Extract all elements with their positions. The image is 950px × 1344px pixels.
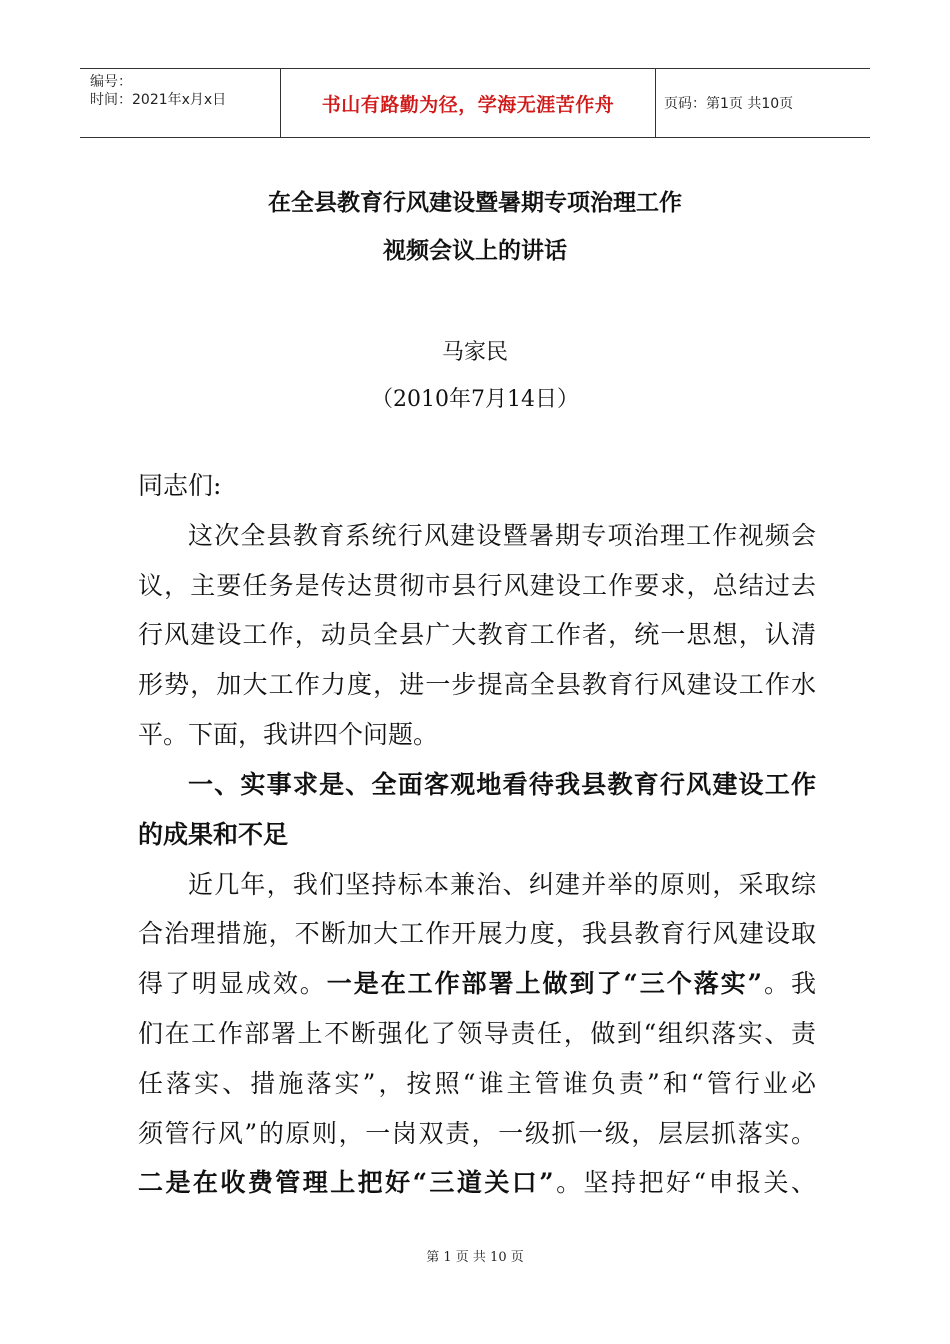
paragraph-line bbox=[138, 971, 816, 996]
section-heading-line-2: 的成果和不足 bbox=[138, 820, 289, 849]
paragraph-text: 得了明显成效。 bbox=[138, 969, 327, 998]
paragraph-line: 平。下面，我讲四个问题。 bbox=[138, 720, 439, 749]
title-line-1: 在全县教育行风建设暨暑期专项治理工作 bbox=[268, 190, 682, 216]
paragraph-line: 这次全县教育系统行风建设暨暑期专项治理工作视频会 bbox=[188, 521, 816, 550]
paragraph-line: 议，主要任务是传达贯彻市县行风建设工作要求，总结过去 bbox=[138, 571, 816, 600]
header-motto-cell bbox=[281, 69, 656, 137]
section-heading-line-1: 一、实事求是、全面客观地看待我县教育行风建设工作 bbox=[188, 770, 816, 799]
paragraph-line: 们在工作部署上不断强化了领导责任，做到“组织落实、责 bbox=[138, 1019, 816, 1048]
emphasis-text: 二是在收费管理上把好“三道关口” bbox=[138, 1168, 554, 1197]
header-meta-cell bbox=[80, 69, 281, 137]
number-label: 编号： bbox=[90, 74, 132, 90]
paragraph-text: 。我 bbox=[762, 969, 816, 998]
speech-date: （2010年7月14日） bbox=[371, 387, 579, 412]
paragraph-line: 须管行风”的原则，一岗双责，一级抓一级，层层抓落实。 bbox=[138, 1119, 816, 1148]
paragraph-line: 行风建设工作，动员全县广大教育工作者，统一思想，认清 bbox=[138, 620, 816, 649]
paragraph-line: 任落实、措施落实”，按照“谁主管谁负责”和“管行业必 bbox=[138, 1069, 816, 1098]
paragraph-line: 合治理措施，不断加大工作开展力度，我县教育行风建设取 bbox=[138, 919, 816, 948]
paragraph-line: 形势，加大工作力度，进一步提高全县教育行风建设工作水 bbox=[138, 670, 816, 699]
page-footer: 第 1 页 共 10 页 bbox=[426, 1250, 524, 1265]
salutation: 同志们: bbox=[138, 471, 222, 500]
motto-text: 书山有路勤为径，学海无涯苦作舟 bbox=[321, 93, 615, 116]
paragraph-text: 。坚持把好“申报关、 bbox=[553, 1168, 816, 1197]
paragraph-line bbox=[138, 1170, 816, 1195]
document-header bbox=[80, 68, 870, 138]
title-line-2: 视频会议上的讲话 bbox=[383, 238, 567, 264]
header-page-cell bbox=[656, 69, 870, 137]
page-info: 页码：第1页 共10页 bbox=[664, 96, 794, 112]
time-label: 时间：2021年x月x日 bbox=[90, 92, 227, 108]
author: 马家民 bbox=[441, 340, 508, 365]
emphasis-text: 一是在工作部署上做到了“三个落实” bbox=[326, 969, 763, 998]
paragraph-line: 近几年，我们坚持标本兼治、纠建并举的原则，采取综 bbox=[188, 870, 816, 899]
